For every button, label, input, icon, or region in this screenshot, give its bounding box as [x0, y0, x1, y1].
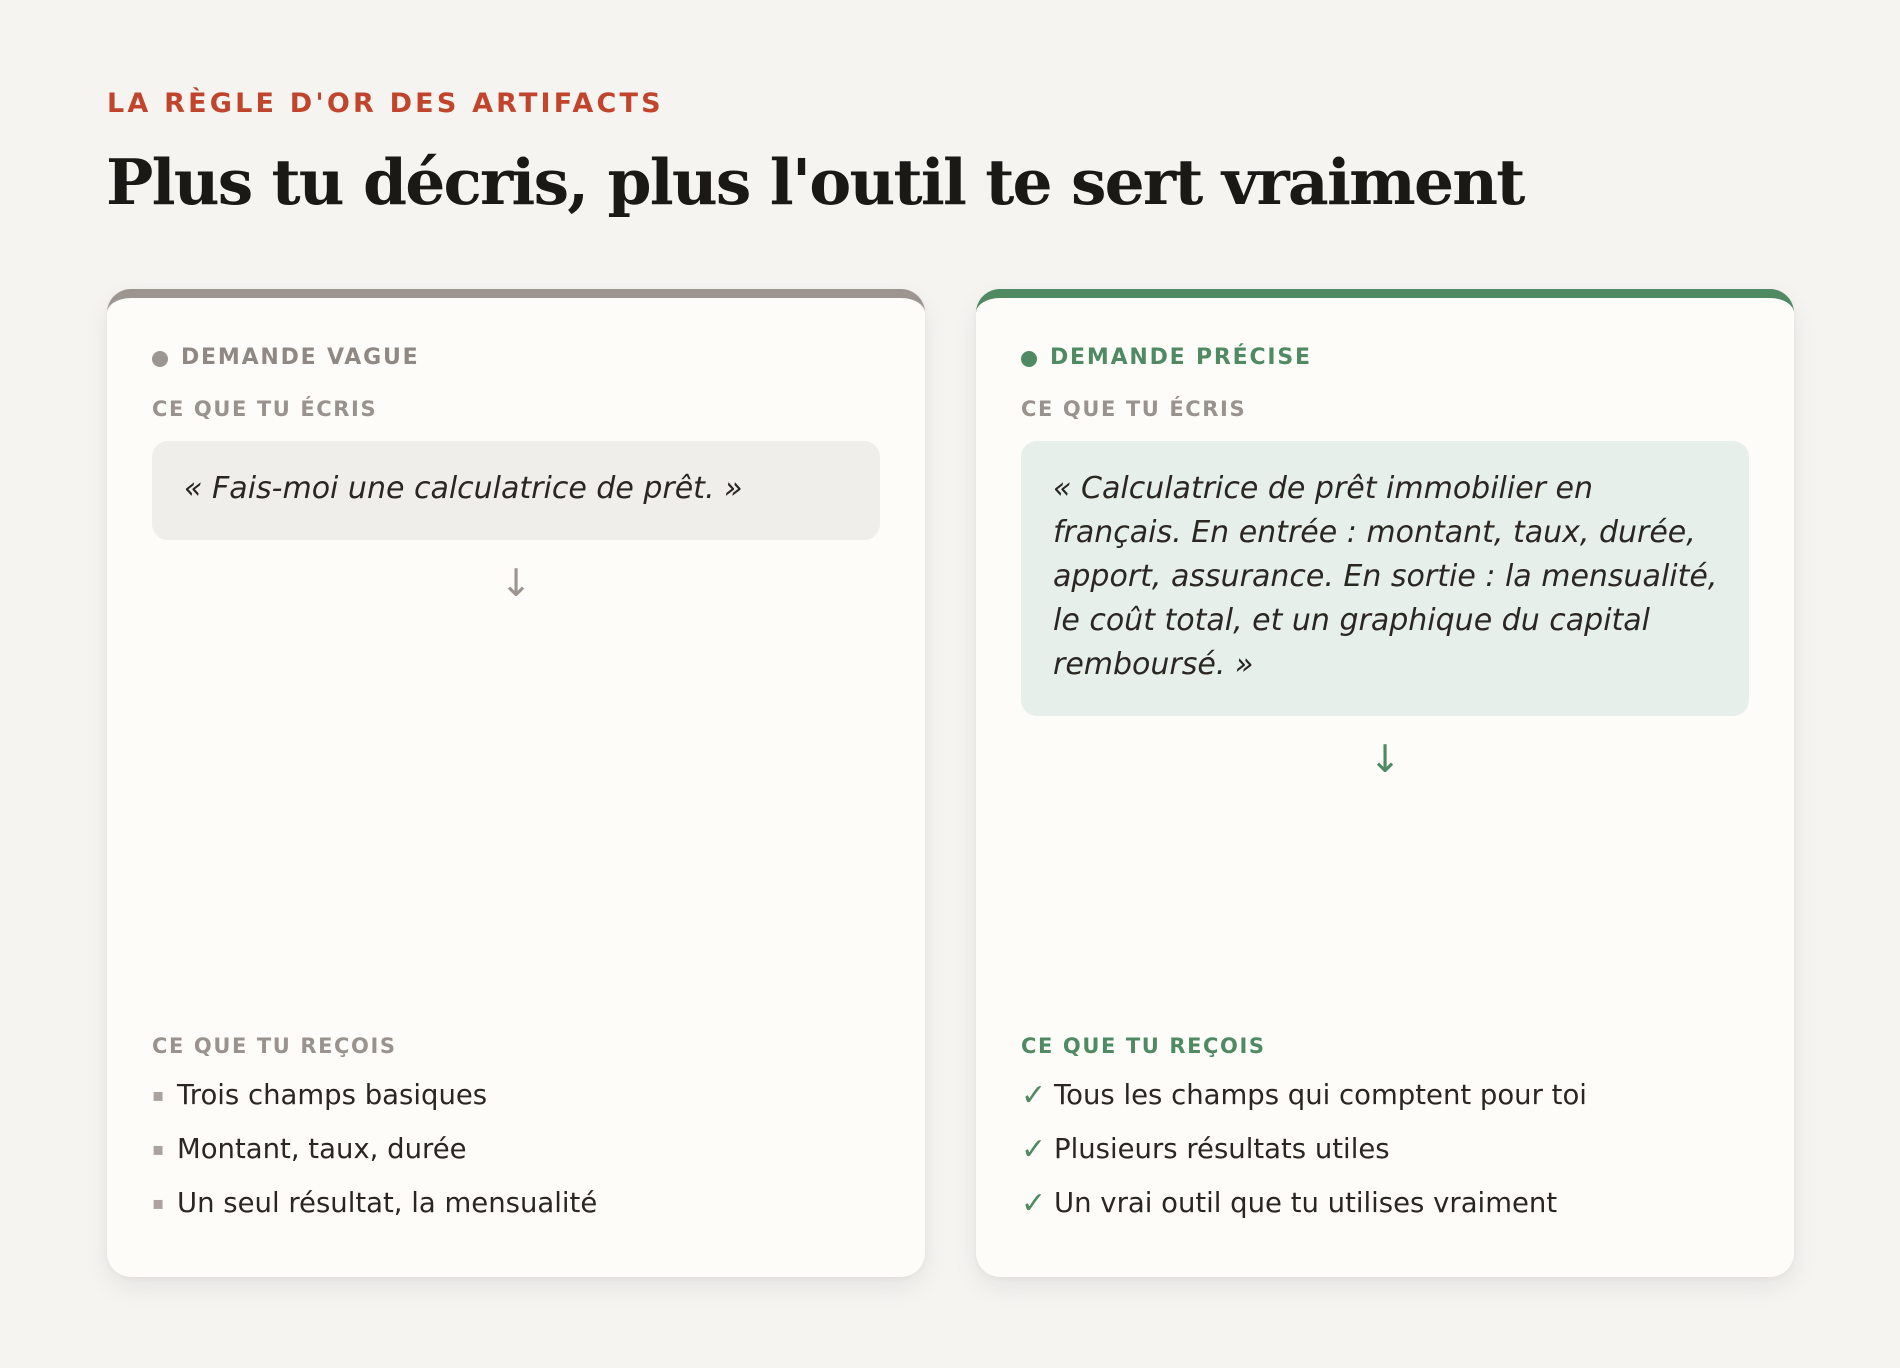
precise-result-list	[1021, 1068, 1749, 1230]
square-bullet-icon: ▪	[152, 1192, 165, 1214]
list-item-text: Plusieurs résultats utiles	[1054, 1133, 1390, 1165]
precise-card-label: DEMANDE PRÉCISE	[1050, 345, 1312, 370]
precise-quote-text: « Calculatrice de prêt immobilier en français. En entrée : montant, taux, durée, apport, assurance. En sortie : la mensualité, le coût total, et un graphique du capital remboursé. »	[1053, 471, 1718, 682]
precise-quote-box	[1021, 441, 1749, 716]
arrow-down-icon: ↓	[500, 561, 532, 605]
list-item	[152, 1122, 880, 1176]
precise-request-card	[976, 289, 1794, 1277]
list-item	[1021, 1068, 1749, 1122]
vague-card-header	[152, 345, 419, 370]
list-item	[1021, 1122, 1749, 1176]
list-item	[152, 1176, 880, 1230]
vague-quote-box	[152, 441, 880, 540]
square-bullet-icon: ▪	[152, 1138, 165, 1160]
checkmark-icon: ✓	[1021, 1131, 1047, 1167]
checkmark-icon: ✓	[1021, 1077, 1047, 1113]
list-item-text: Un vrai outil que tu utilises vraiment	[1054, 1187, 1558, 1219]
square-bullet-icon: ▪	[152, 1084, 165, 1106]
green-dot-icon	[1021, 351, 1037, 367]
precise-receive-label: CE QUE TU REÇOIS	[1021, 1034, 1266, 1058]
page-title: Plus tu décris, plus l'outil te sert vraiment	[106, 145, 1524, 219]
vague-receive-label: CE QUE TU REÇOIS	[152, 1034, 397, 1058]
list-item	[152, 1068, 880, 1122]
vague-request-card	[107, 289, 925, 1277]
gray-dot-icon	[152, 351, 168, 367]
list-item-text: Un seul résultat, la mensualité	[177, 1187, 598, 1219]
list-item-text: Montant, taux, durée	[177, 1133, 467, 1165]
list-item-text: Trois champs basiques	[177, 1079, 488, 1111]
vague-result-list	[152, 1068, 880, 1230]
precise-write-label: CE QUE TU ÉCRIS	[1021, 397, 1247, 421]
eyebrow-label: LA RÈGLE D'OR DES ARTIFACTS	[107, 88, 664, 119]
checkmark-icon: ✓	[1021, 1185, 1047, 1221]
vague-card-label: DEMANDE VAGUE	[181, 345, 420, 370]
vague-quote-text: « Fais-moi une calculatrice de prêt. »	[184, 471, 743, 506]
list-item	[1021, 1176, 1749, 1230]
vague-write-label: CE QUE TU ÉCRIS	[152, 397, 378, 421]
arrow-down-icon: ↓	[1369, 737, 1401, 781]
precise-card-header	[1021, 345, 1312, 370]
list-item-text: Tous les champs qui comptent pour toi	[1054, 1079, 1587, 1111]
